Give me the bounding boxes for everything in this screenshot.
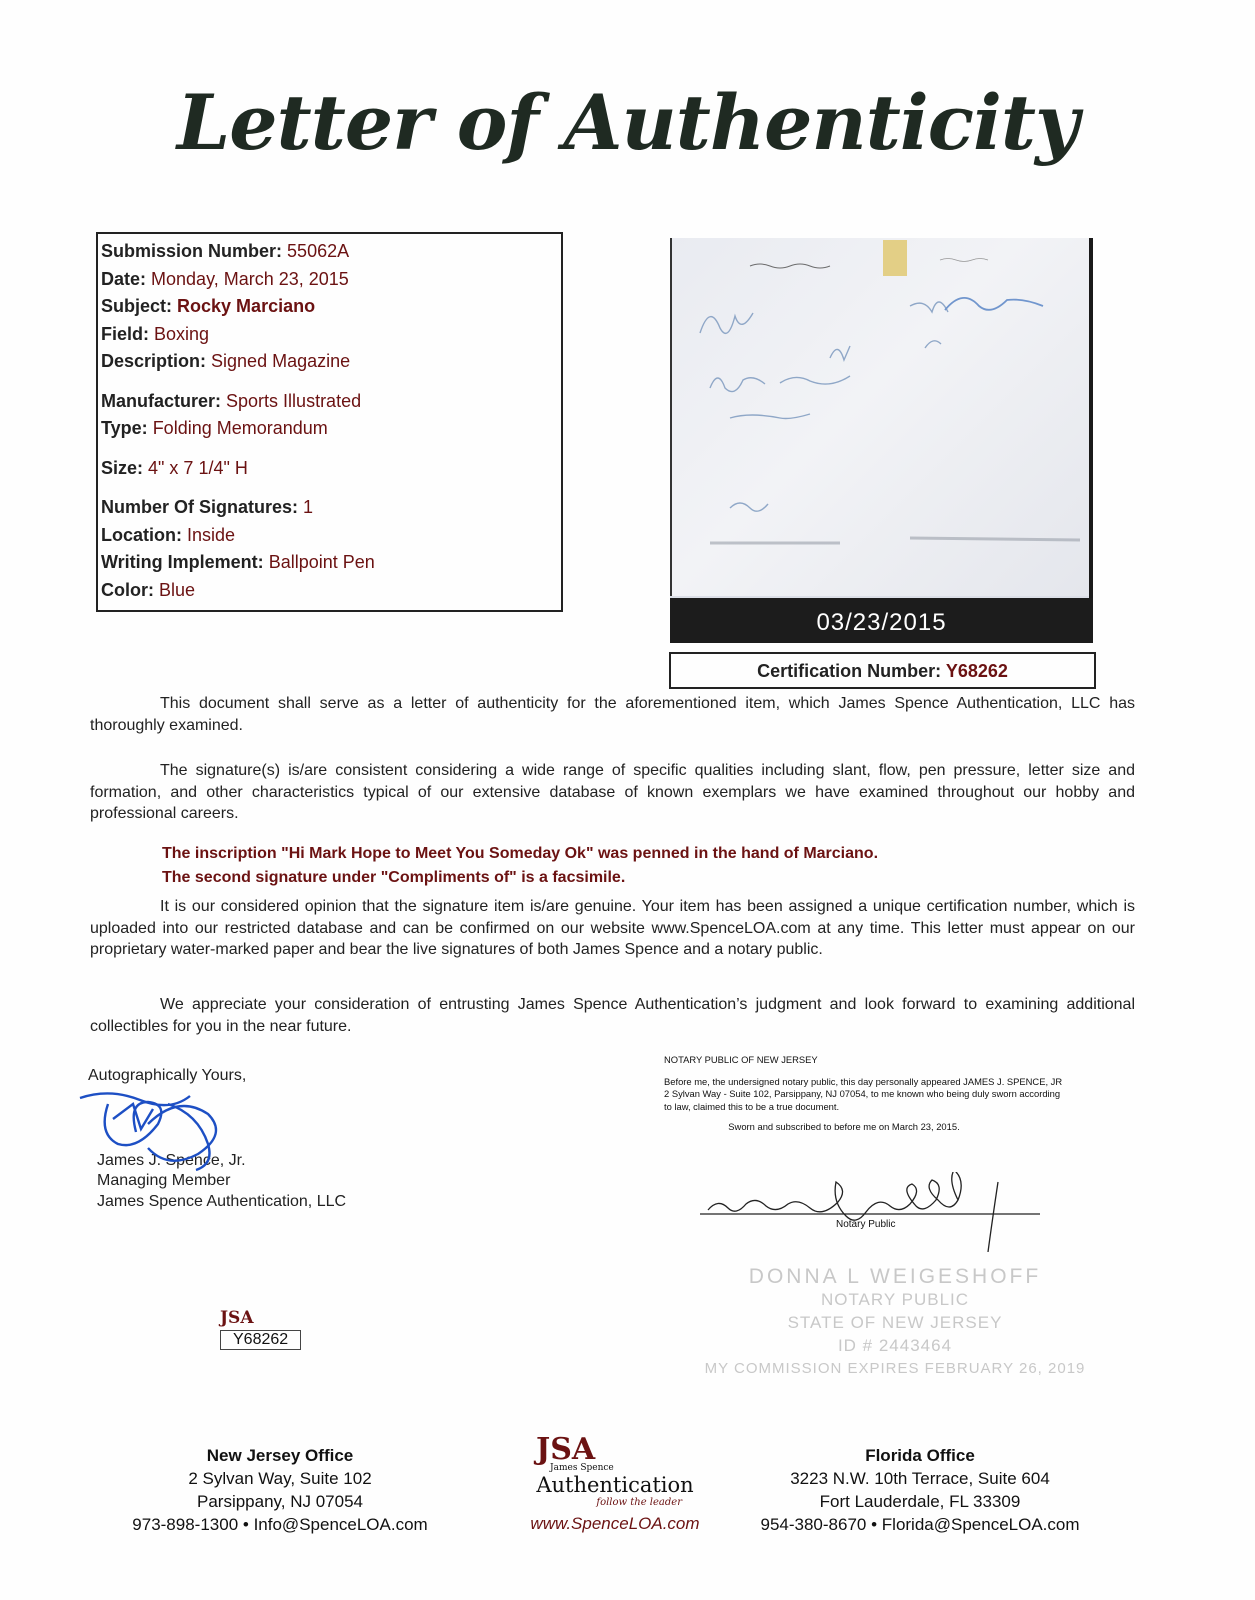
fl-office-heading: Florida Office	[865, 1446, 975, 1465]
notary-block	[664, 1054, 1064, 1134]
jsa-sticker-number: Y68262	[220, 1330, 301, 1350]
subject-row: Subject: Rocky Marciano	[101, 296, 316, 316]
item-details-box	[96, 232, 563, 612]
signer-name: James J. Spence, Jr.	[97, 1151, 246, 1169]
jsa-logo: JSA James Spence Authentication follow the leader www.SpenceLOA.com	[520, 1436, 710, 1534]
certification-number-box	[669, 652, 1096, 689]
description-row: Description: Signed Magazine	[101, 351, 351, 371]
size-row: Size: 4" x 7 1/4" H	[101, 457, 248, 478]
photo-border	[1089, 238, 1093, 643]
notary-heading: NOTARY PUBLIC OF NEW JERSEY	[664, 1054, 818, 1065]
certification-value: Y68262	[945, 661, 1008, 681]
photo-date-stamp: 03/23/2015	[670, 598, 1093, 643]
submission-row: Submission Number: 55062A	[101, 241, 350, 261]
jsa-sticker	[220, 1308, 301, 1350]
fl-email-link[interactable]: Florida@SpenceLOA.com	[881, 1515, 1080, 1534]
signer-company: James Spence Authentication, LLC	[97, 1192, 347, 1210]
jsa-logo-mark: JSA	[536, 1432, 596, 1467]
paragraph-2: The signature(s) is/are consistent considering a wide range of specific qualities including slant, flow, pen pressure, letter size and formation, and other characteristics typical of our extensive database of known exemplars we have examined throughout our hobby and professional careers.	[90, 762, 1135, 822]
memorandum-image	[670, 238, 1093, 596]
nj-office-heading: New Jersey Office	[206, 1446, 354, 1465]
website-link[interactable]: www.SpenceLOA.com	[530, 1514, 700, 1533]
manufacturer-row: Manufacturer: Sports Illustrated	[101, 390, 362, 411]
notary-stamp: DONNA L WEIGESHOFF NOTARY PUBLIC STATE OF NEW JERSEY ID # 2443464 MY COMMISSION EXPIRES FEBRUARY 26, 2019	[704, 1265, 1086, 1377]
paragraph-4: We appreciate your consideration of entrusting James Spence Authentication’s judgment and look forward to examining additional collectibles for you in the near future.	[90, 996, 1135, 1035]
jsa-sticker-logo: JSA	[220, 1308, 254, 1328]
notary-signature	[700, 1172, 1050, 1252]
signer-role: Managing Member	[97, 1172, 231, 1189]
item-photo	[670, 238, 1093, 643]
color-row: Color: Blue	[101, 579, 196, 600]
certification-label: Certification Number:	[757, 661, 942, 681]
spence-signature	[78, 1084, 238, 1174]
notary-body: Before me, the undersigned notary public, this day personally appeared JAMES J. SPENCE, JR 2 Sylvan Way - Suite 102, Parsippany, NJ 07054, to me known who being duly sworn according to law, claimed this to be a true document.	[664, 1075, 1063, 1112]
location-row: Location: Inside	[101, 524, 236, 545]
date-row: Date: Monday, March 23, 2015	[101, 268, 349, 289]
fl-office: Florida Office 3223 N.W. 10th Terrace, Suite 604 Fort Lauderdale, FL 33309 954-380-8670 • Florida@SpenceLOA.com	[740, 1444, 1100, 1536]
field-row: Field: Boxing	[101, 323, 210, 344]
nj-email-link[interactable]: Info@SpenceLOA.com	[253, 1515, 428, 1534]
page-title: Letter of Authenticity	[176, 78, 1079, 167]
implement-row: Writing Implement: Ballpoint Pen	[101, 552, 375, 572]
type-row: Type: Folding Memorandum	[101, 418, 328, 438]
signatures-row: Number Of Signatures: 1	[101, 497, 314, 517]
closing-text: Autographically Yours,	[88, 1067, 247, 1084]
notary-sworn: Sworn and subscribed to before me on March 23, 2015.	[728, 1121, 960, 1132]
facsimile-note: The second signature under "Compliments of" is a facsimile.	[162, 869, 626, 886]
paragraph-3: It is our considered opinion that the signature item is/are genuine. Your item has been assigned a unique certification number, which is uploaded into our restricted database and can be confirmed on our website www.SpenceLOA.com at any time. This letter must appear on our proprietary water-marked paper and bear the live signatures of both James Spence and a notary public.	[90, 898, 1135, 958]
inscription-note: The inscription "Hi Mark Hope to Meet You Someday Ok" was penned in the hand of Marciano.	[162, 845, 879, 862]
paragraph-1: This document shall serve as a letter of authenticity for the aforementioned item, which James Spence Authentication, LLC has thoroughly examined.	[90, 695, 1135, 734]
notary-label: Notary Public	[836, 1219, 896, 1230]
handwriting-drawing	[670, 238, 1093, 596]
nj-office: New Jersey Office 2 Sylvan Way, Suite 102 Parsippany, NJ 07054 973-898-1300 • Info@SpenceLOA.com	[120, 1444, 440, 1536]
